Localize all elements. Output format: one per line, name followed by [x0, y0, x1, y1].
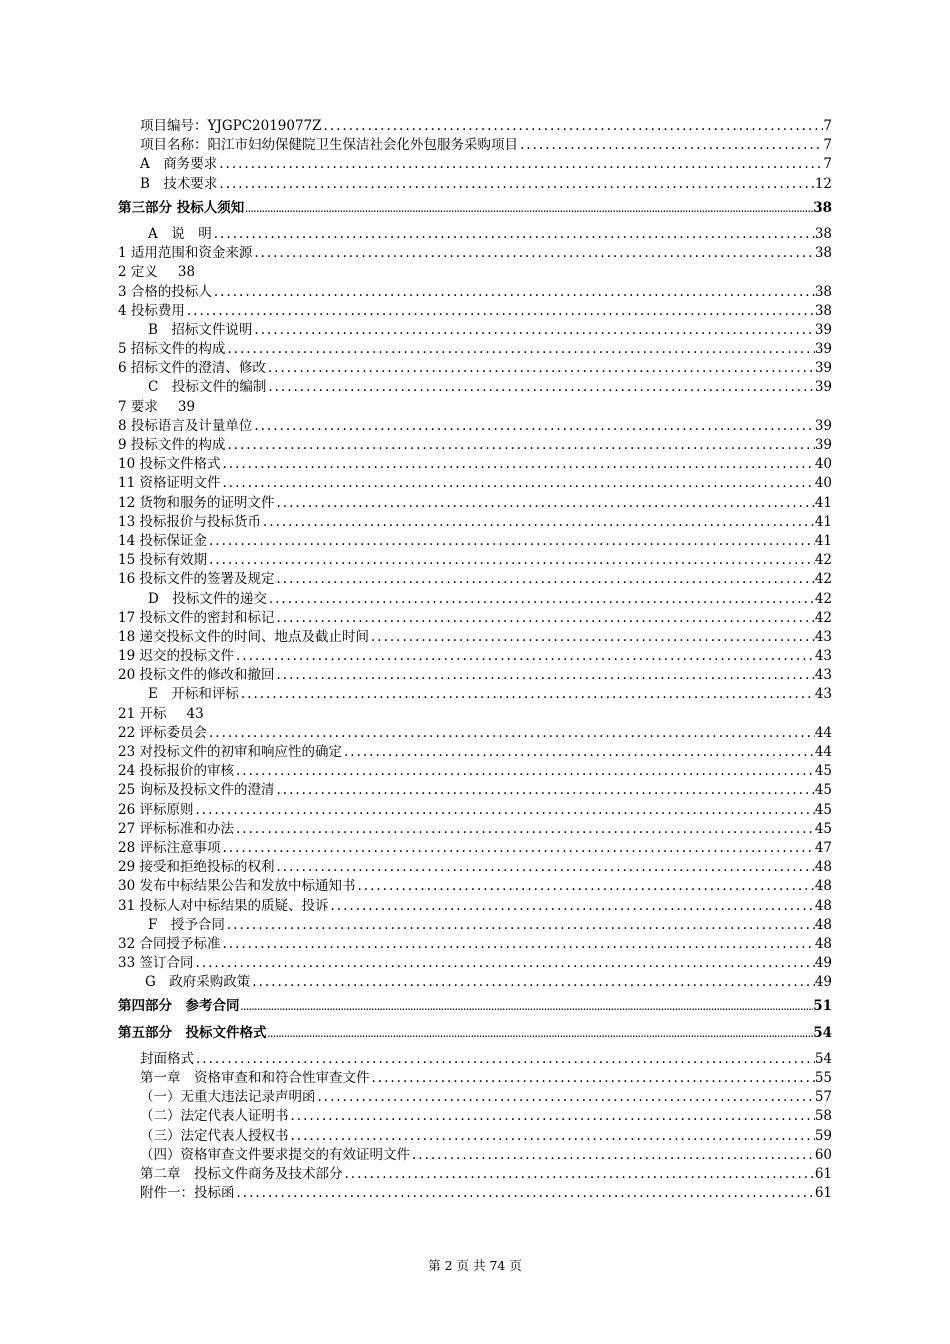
toc-entry-title: 23 对投标文件的初审和响应性的确定	[118, 744, 342, 760]
toc-entry[interactable]	[118, 1184, 832, 1203]
toc-entry-title: 3 合格的投标人	[118, 283, 212, 300]
toc-entry-title: 19 迟交的投标文件	[118, 648, 234, 665]
toc-page-number: 45	[814, 820, 832, 837]
toc-page-number: 38	[177, 264, 196, 281]
toc-entry-title: 22 评标委员会	[118, 724, 207, 741]
toc-entry[interactable]	[118, 136, 832, 155]
toc-entry-title: 26 评标原则	[118, 801, 194, 818]
toc-entry[interactable]	[118, 724, 832, 743]
toc-dot-leader	[193, 801, 814, 820]
toc-page-number: 44	[814, 744, 832, 760]
page-footer: 第 2 页 共 74 页	[428, 1258, 522, 1273]
toc-page-number: 39	[814, 321, 832, 338]
toc-dot-leader	[274, 570, 814, 589]
toc-entry[interactable]	[118, 877, 832, 896]
toc-dot-leader	[355, 877, 814, 896]
toc-page-number: 43	[814, 628, 832, 645]
toc-dot-leader	[220, 935, 814, 954]
toc-entry[interactable]	[118, 666, 832, 685]
toc-dot-leader	[369, 628, 815, 647]
toc-entry-title: 5 招标文件的构成	[118, 341, 226, 358]
toc-dot-leader	[220, 474, 814, 493]
toc-dot-leader	[193, 954, 814, 973]
toc-dot-leader	[266, 359, 815, 378]
toc-dot-leader	[220, 839, 814, 858]
toc-entry[interactable]	[118, 417, 832, 436]
toc-dot-leader	[316, 1088, 815, 1107]
toc-dot-leader	[207, 724, 815, 743]
toc-page-number: 39	[814, 341, 832, 358]
toc-entry-title: 项目名称：阳江市妇幼保健院卫生保洁社会化外包服务采购项目	[140, 137, 518, 154]
toc-dot-leader	[225, 340, 814, 359]
toc-dot-leader	[239, 685, 815, 704]
toc-entry-title: A 说 明	[148, 225, 212, 242]
toc-dot-leader	[274, 494, 814, 513]
toc-entry[interactable]	[118, 1088, 832, 1107]
toc-entry-title: （四）资格审查文件要求提交的有效证明文件	[140, 1146, 410, 1163]
toc-entry-title: 29 接受和拒绝投标的权利	[118, 859, 275, 876]
toc-dot-leader	[328, 897, 814, 916]
toc-page-number: 42	[814, 571, 832, 588]
toc-dot-leader	[194, 1050, 815, 1069]
toc-entry[interactable]	[118, 743, 832, 762]
toc-entry-title: B 技术要求	[140, 175, 218, 192]
toc-dot-leader	[289, 1107, 815, 1126]
toc-page-number: 54	[813, 1024, 832, 1041]
toc-entry-title: 21 开标	[118, 705, 167, 722]
toc-entry-title: 第一章 资格审查和和符合性审查文件	[140, 1070, 370, 1086]
toc-entry[interactable]	[118, 954, 832, 973]
toc-dot-leader	[274, 666, 814, 685]
toc-dot-leader	[261, 513, 815, 532]
toc-entry-title: 6 招标文件的澄清、修改	[118, 360, 266, 377]
toc-entry-title: （三）法定代表人授权书	[140, 1127, 289, 1144]
toc-entry[interactable]	[118, 570, 832, 589]
toc-entry[interactable]	[118, 155, 832, 174]
toc-entry[interactable]	[118, 1127, 832, 1146]
toc-entry[interactable]	[118, 244, 832, 263]
toc-entry-title: （一）无重大违法记录声明函	[140, 1089, 316, 1106]
toc-page-number: 45	[814, 801, 832, 818]
toc-dot-leader	[274, 781, 814, 800]
toc-entry[interactable]	[118, 263, 832, 282]
toc-part-heading[interactable]	[118, 1024, 832, 1043]
toc-entry-title: 第四部分 参考合同	[118, 998, 240, 1015]
toc-dot-leader	[267, 590, 815, 609]
toc-dot-leader	[518, 136, 823, 155]
toc-page-number: 48	[814, 897, 832, 914]
toc-entry-title: B 招标文件说明	[148, 321, 253, 338]
toc-entry-title: 18 递交投标文件的时间、地点及截止时间	[118, 628, 369, 645]
toc-entry[interactable]	[118, 1146, 832, 1165]
toc-dot-leader	[217, 155, 823, 174]
toc-part-heading[interactable]	[118, 199, 832, 218]
toc-entry-title: 16 投标文件的签署及规定	[118, 571, 275, 588]
toc-page-number: 7	[823, 137, 832, 154]
toc-entry[interactable]	[118, 398, 832, 417]
toc-page-number: 39	[814, 360, 832, 377]
toc-dot-leader	[234, 762, 815, 781]
toc-entry-title: 28 评标注意事项	[118, 839, 221, 856]
toc-dot-leader	[252, 417, 814, 436]
toc-page-number: 43	[814, 667, 832, 684]
toc-dot-leader	[274, 858, 814, 877]
toc-entry[interactable]	[118, 302, 832, 321]
toc-entry-title: 24 投标报价的审核	[118, 763, 234, 780]
toc-dot-leader	[410, 1146, 815, 1165]
toc-entry[interactable]	[118, 283, 832, 302]
toc-entry-title: （二）法定代表人证明书	[140, 1108, 289, 1125]
toc-entry-title: 31 投标人对中标结果的质疑、投诉	[118, 897, 329, 914]
toc-dot-leader	[212, 283, 815, 302]
toc-page-number: 59	[814, 1127, 832, 1144]
toc-part-heading[interactable]	[118, 997, 832, 1016]
toc-dot-leader	[185, 302, 815, 321]
toc-entry-title: 第二章 投标文件商务及技术部分	[140, 1165, 343, 1182]
toc-dot-leader	[267, 1025, 814, 1043]
toc-entry-title: 25 询标及投标文件的澄清	[118, 782, 275, 799]
toc-entry[interactable]	[118, 973, 832, 992]
toc-page-number: 60	[814, 1146, 832, 1163]
toc-entry-title: 13 投标报价与投标货币	[118, 513, 261, 530]
toc-dot-leader	[370, 1069, 815, 1088]
toc-dot-leader	[240, 998, 814, 1016]
toc-dot-leader	[250, 973, 815, 992]
toc-entry[interactable]	[118, 494, 832, 513]
toc-entry[interactable]	[118, 455, 832, 474]
toc-page-number: 45	[814, 763, 832, 780]
toc-page-number: 41	[814, 513, 832, 530]
toc-entry[interactable]	[118, 820, 832, 839]
toc-entry[interactable]	[118, 685, 832, 704]
toc-page-number: 39	[177, 398, 196, 415]
toc-dot-leader	[322, 117, 824, 136]
toc-entry[interactable]	[118, 359, 832, 378]
toc-dot-leader	[289, 1127, 815, 1146]
toc-entry[interactable]	[118, 340, 832, 359]
toc-dot-leader	[225, 436, 814, 455]
toc-page-number: 41	[814, 494, 832, 511]
toc-dot-leader	[207, 551, 815, 570]
toc-entry[interactable]	[118, 513, 832, 532]
toc-page-number: 48	[814, 935, 832, 952]
toc-entry[interactable]	[118, 378, 832, 397]
toc-entry[interactable]	[118, 781, 832, 800]
toc-dot-leader	[225, 916, 815, 935]
toc-entry-title: 27 评标标准和办法	[118, 820, 234, 837]
toc-page-number: 49	[814, 974, 832, 991]
toc-entry[interactable]	[118, 628, 832, 647]
toc-entry-title: D 投标文件的递交	[148, 590, 267, 607]
toc-entry[interactable]	[118, 916, 832, 935]
toc-dot-leader	[342, 743, 815, 762]
toc-entry[interactable]	[118, 1107, 832, 1126]
toc-entry[interactable]	[118, 175, 832, 194]
toc-entry-title: 33 签订合同	[118, 955, 194, 972]
toc-page-number: 61	[814, 1165, 832, 1182]
toc-page-number: 42	[814, 552, 832, 569]
toc-entry-title: 14 投标保证金	[118, 532, 207, 549]
toc-page-number: 47	[814, 839, 832, 856]
toc-entry[interactable]	[118, 609, 832, 628]
toc-entry[interactable]	[118, 117, 832, 136]
toc-entry-title: 30 发布中标结果公告和发放中标通知书	[118, 878, 356, 895]
toc-entry-title: 项目编号：YJGPC2019077Z	[140, 118, 322, 134]
toc-page-number: 58	[814, 1108, 832, 1125]
toc-entry-title: 12 货物和服务的证明文件	[118, 494, 275, 511]
toc-entry-title: 第三部分 投标人须知	[118, 199, 245, 216]
toc-entry[interactable]	[118, 321, 832, 340]
toc-page-number: 39	[814, 379, 832, 396]
toc-page-number: 48	[814, 878, 832, 895]
toc-page-number: 41	[814, 532, 832, 549]
toc-entry-title: 附件一：投标函	[140, 1185, 235, 1202]
toc-entry-title: C 投标文件的编制	[148, 379, 267, 396]
toc-dot-leader	[207, 532, 815, 551]
toc-page-number: 51	[813, 998, 832, 1015]
toc-page-number: 43	[814, 648, 832, 665]
toc-entry[interactable]	[118, 551, 832, 570]
toc-entry-title: 第五部分 投标文件格式	[118, 1024, 267, 1041]
toc-entry-title: 32 合同授予标准	[118, 935, 221, 952]
toc-entry[interactable]	[118, 590, 832, 609]
toc-page-number: 54	[814, 1050, 832, 1067]
toc-entry[interactable]	[118, 935, 832, 954]
toc-page-number: 38	[814, 225, 832, 242]
toc-entry-title: 7 要求	[118, 398, 158, 415]
toc-dot-leader	[217, 175, 814, 194]
toc-page-number: 42	[814, 609, 832, 626]
toc-page-number: 39	[814, 417, 832, 434]
toc-page-number: 48	[814, 916, 832, 933]
toc-page-number: 7	[823, 156, 832, 173]
toc-entry[interactable]	[118, 1069, 832, 1088]
toc-entry[interactable]	[118, 436, 832, 455]
toc-dot-leader	[343, 1165, 815, 1184]
toc-page-number: 57	[814, 1089, 832, 1106]
toc-page-number: 43	[814, 686, 832, 703]
toc-dot-leader	[235, 1184, 815, 1203]
toc-page-number: 40	[814, 475, 832, 492]
toc-entry-title: 15 投标有效期	[118, 552, 207, 569]
toc-entry[interactable]	[118, 705, 832, 724]
toc-dot-leader	[274, 609, 814, 628]
toc-entry[interactable]	[118, 897, 832, 916]
toc-dot-leader	[220, 455, 814, 474]
toc-dot-leader	[212, 225, 815, 244]
toc-page-number: 44	[814, 724, 832, 741]
toc-page-number: 39	[814, 437, 832, 453]
toc-entry-title: 4 投标费用	[118, 302, 185, 319]
toc-entry-title: A 商务要求	[140, 156, 218, 173]
toc-dot-leader	[252, 321, 814, 340]
toc-page-number: 38	[814, 283, 832, 300]
toc-entry[interactable]	[118, 225, 832, 244]
toc-entry-title: 8 投标语言及计量单位	[118, 417, 253, 434]
toc-page-number: 43	[186, 705, 204, 722]
toc-entry[interactable]	[118, 858, 832, 877]
toc-page-number: 12	[814, 175, 832, 192]
toc-entry-title: 封面格式	[140, 1050, 194, 1067]
toc-entry[interactable]	[118, 1050, 832, 1069]
toc-page-number: 42	[814, 590, 832, 607]
toc-entry[interactable]	[118, 762, 832, 781]
toc-entry[interactable]	[118, 801, 832, 820]
toc-page-number: 55	[814, 1070, 832, 1086]
toc-entry-title: F 授予合同	[148, 916, 225, 933]
toc-page-number: 40	[814, 456, 832, 473]
toc-page-number: 45	[814, 782, 832, 799]
toc-entry-title: 2 定义	[118, 264, 158, 281]
toc-entry-title: 9 投标文件的构成	[118, 437, 226, 453]
toc-page-number: 38	[814, 302, 832, 319]
toc-dot-leader	[234, 647, 815, 666]
toc-entry-title: E 开标和评标	[148, 686, 239, 703]
toc-page-number: 38	[813, 199, 832, 216]
toc-dot-leader	[252, 244, 814, 263]
toc-entry[interactable]	[118, 839, 832, 858]
toc-page-number: 38	[814, 245, 832, 262]
table-of-contents	[118, 117, 832, 1203]
toc-entry-title: 17 投标文件的密封和标记	[118, 609, 275, 626]
toc-dot-leader	[244, 200, 813, 218]
toc-entry[interactable]	[118, 474, 832, 493]
toc-dot-leader	[266, 378, 814, 397]
toc-entry[interactable]	[118, 647, 832, 666]
toc-entry[interactable]	[118, 532, 832, 551]
toc-page-number: 61	[814, 1185, 832, 1202]
toc-entry-title: G 政府采购政策	[145, 974, 251, 991]
toc-dot-leader	[234, 820, 815, 839]
toc-page-number: 48	[814, 859, 832, 876]
toc-entry-title: 10 投标文件格式	[118, 456, 221, 473]
toc-page-number: 49	[814, 955, 832, 972]
toc-entry-title: 20 投标文件的修改和撤回	[118, 667, 275, 684]
toc-page-number: 7	[823, 118, 832, 134]
toc-entry-title: 1 适用范围和资金来源	[118, 245, 253, 262]
toc-entry[interactable]	[118, 1165, 832, 1184]
toc-entry-title: 11 资格证明文件	[118, 475, 221, 492]
